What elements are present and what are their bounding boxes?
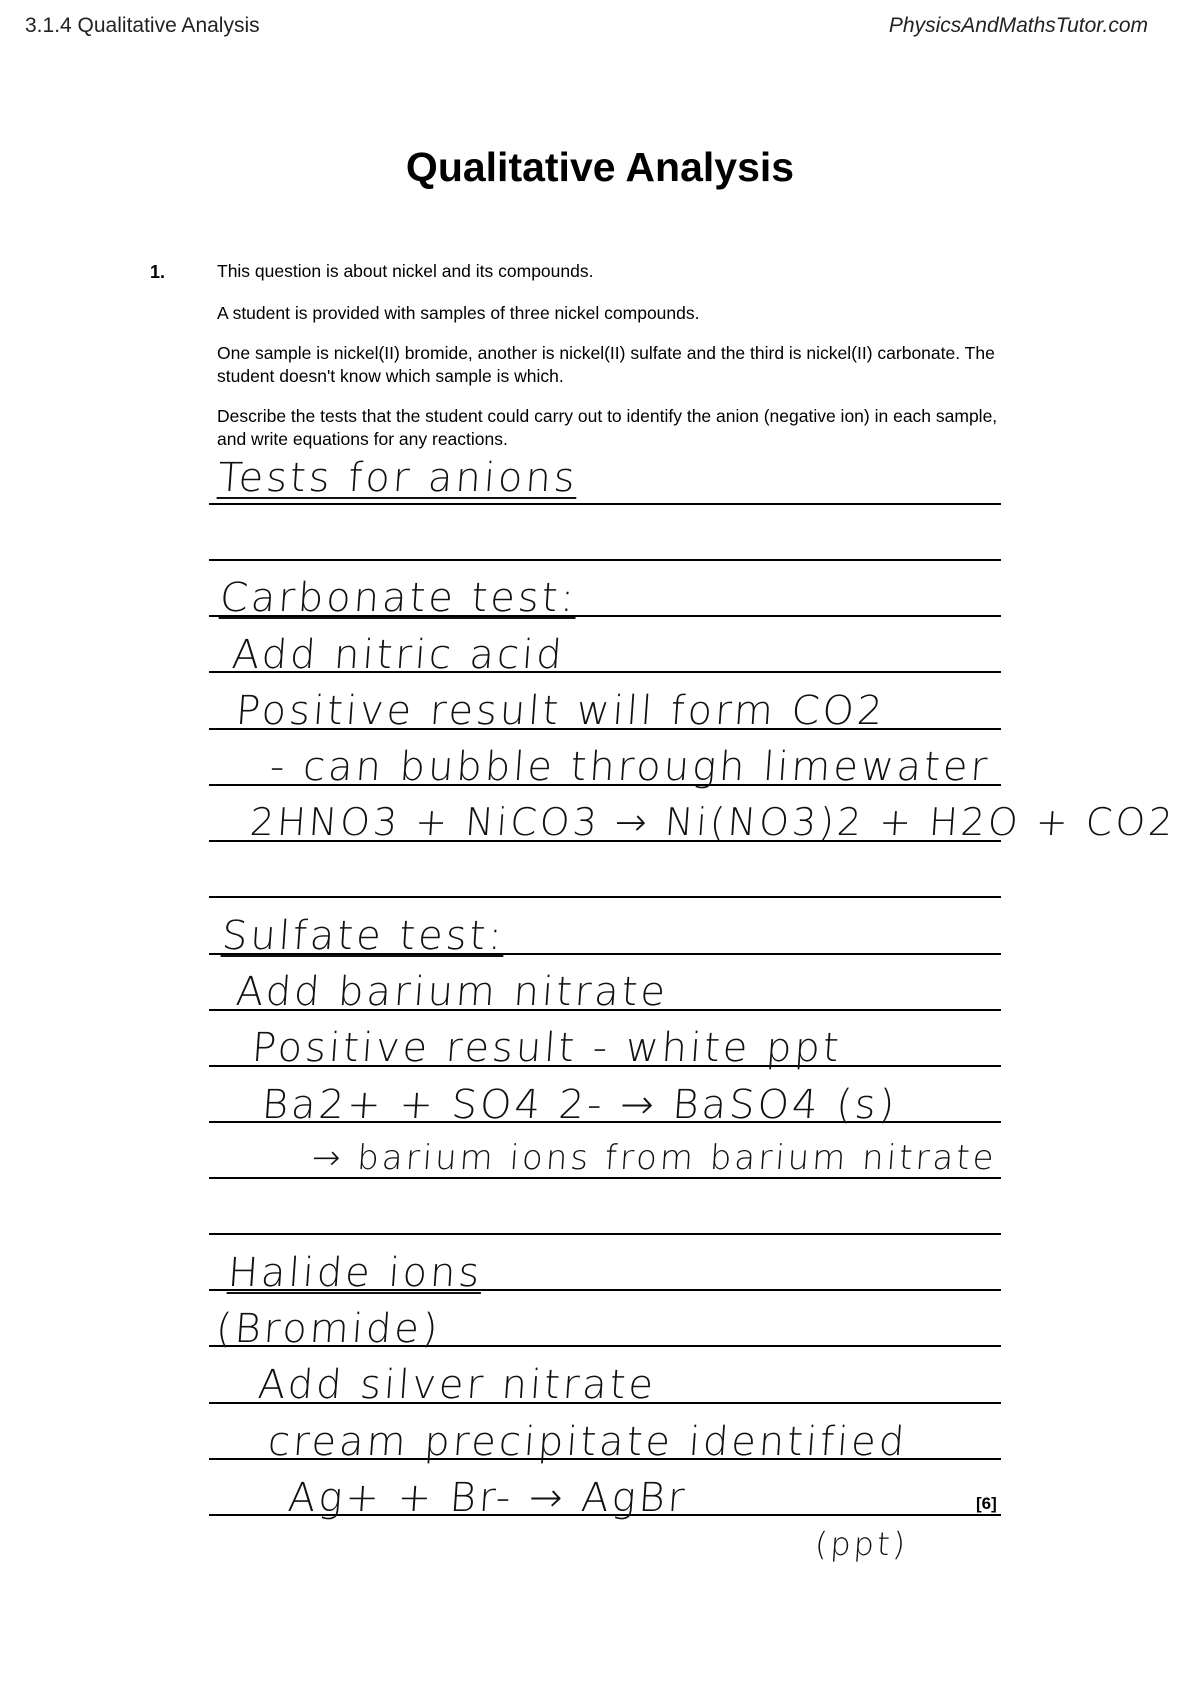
sulfate-line: Add barium nitrate — [234, 969, 670, 1015]
header-left: 3.1.4 Qualitative Analysis — [25, 14, 260, 37]
sulfate-equation: Ba2+ + SO4 2- → BaSO4 (s) — [260, 1082, 899, 1128]
answer-line — [209, 503, 1001, 505]
question-paragraph: A student is provided with samples of three nickel compounds. — [217, 303, 700, 323]
carbonate-equation: 2HNO3 + NiCO3 → Ni(NO3)2 + H2O + CO2 — [248, 800, 1178, 844]
question-paragraph: Describe the tests that the student could carry out to identify the anion (negative ion) in each sample, and write equations for any reactions. — [217, 406, 998, 449]
answer-heading: Tests for anions — [216, 455, 580, 501]
halide-line: Add silver nitrate — [256, 1362, 658, 1408]
question-number: 1. — [150, 262, 166, 282]
sulfate-note: → barium ions from barium nitrate — [310, 1138, 998, 1178]
sulfate-heading: Sulfate test: — [220, 913, 507, 959]
carbonate-line: Add nitric acid — [230, 632, 567, 678]
answer-line — [209, 559, 1001, 561]
halide-note: (ppt) — [813, 1525, 910, 1563]
answer-line — [209, 896, 1001, 898]
question-paragraph: This question is about nickel and its compounds. — [217, 261, 594, 281]
header-right: PhysicsAndMathsTutor.com — [888, 14, 1148, 37]
halide-subheading: (Bromide) — [214, 1306, 443, 1352]
halide-equation: Ag+ + Br- → AgBr — [286, 1475, 689, 1521]
question-paragraph: One sample is nickel(II) bromide, another is nickel(II) sulfate and the third is nickel(II) carbonate. The student doesn't know which sample is which. — [217, 343, 995, 386]
sulfate-line: Positive result - white ppt — [250, 1025, 844, 1071]
carbonate-line: Positive result will form CO2 — [234, 688, 888, 734]
answer-line — [209, 1233, 1001, 1235]
carbonate-line: - can bubble through limewater — [268, 744, 992, 790]
halide-line: cream precipitate identified — [266, 1419, 909, 1465]
carbonate-heading: Carbonate test: — [218, 575, 579, 621]
halide-heading: Halide ions — [226, 1250, 484, 1296]
page-title: Qualitative Analysis — [405, 144, 795, 190]
marks-label: [6] — [976, 1494, 997, 1513]
